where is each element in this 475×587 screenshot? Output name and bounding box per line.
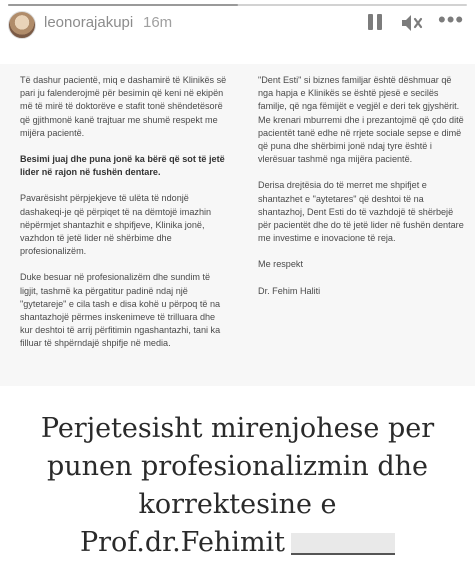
letter-closing: Me respekt: [258, 259, 303, 270]
letter-paragraph: Besimi juaj dhe puna jonë ka bërë që sot të jetë lider në rajon në fushën dentare.: [20, 154, 225, 178]
story-caption: [0, 410, 475, 562]
letter-paragraph: Të dashur pacientë, miq e dashamirë të Klinikës së pari ju falenderojmë për besimin që keni në ekipën më të mirë të doktorëve e stafit tonë shëndetësorë që gjithmonë kanë trajtuar me shumë respekt me mijëra pacientë.: [20, 75, 227, 138]
avatar[interactable]: [8, 11, 36, 39]
letter-paragraph: Duke besuar në profesionalizëm dhe sundim të ligjit, tashmë ka përgatitur padinë ndaj një "gytetareje" e cila tash e disa kohë u përpoq të na shantazhojë përmes inskenimeve të trilluara dhe kur deshtoi të arrij përfitimin ngashantazhi, tani ka filluar të shpërndajë shpifje në media.: [20, 272, 221, 349]
username[interactable]: leonorajakupi: [44, 14, 134, 31]
caption-text: Prof.dr.Fehimit: [79, 527, 286, 558]
letter-paragraph: "Dent Esti" si biznes familjar është dëshmuar që nga hapja e Klinikës se është pjesë e secilës familje, që nga fëmijët e vegjël e deri tek gjyshërit. Me krenari mburremi dhe i prezantojmë që çdo ditë pacientët tanë edhe në rrjete sociale sepse e dimë që puna dhe shërbimi jonë ndaj tyre është i vlerësuar tashmë nga mijëra pacientë.: [258, 75, 464, 165]
letter-image: [0, 64, 475, 386]
letter-left-column: [20, 74, 230, 364]
speaker-muted-icon[interactable]: [400, 12, 424, 34]
letter-paragraph: Pavarësisht përpjekjeve të ulëta të ndonjë dashakeqi-je që përpiqet të na dëmtojë imazhin nëpërmjet shantazhit e shpifjeve, Klinika jonë, vazhdon të jetë lider në shërbime dhe profesionalizëm.: [20, 193, 212, 257]
letter-right-column: [258, 74, 468, 311]
letter-signature: Dr. Fehim Haliti: [258, 285, 321, 296]
more-horizontal-icon[interactable]: •••: [438, 7, 465, 32]
caption-line: korrektesine e: [138, 489, 337, 520]
caption-line-last: [0, 524, 475, 562]
redacted-name: [291, 533, 395, 555]
letter-paragraph: Derisa drejtësia do të merret me shpifjet e shantazhet e "aytetares" që deshtoi të na shantazhoj, Dent Esti do të vazhdojë të shërbejë për pacientët dhe do të jetë lider në fushën dentare me investime e inovacione të reja.: [258, 180, 464, 244]
caption-line: Perjetesisht mirenjohese per: [40, 413, 435, 444]
post-time: 16m: [143, 14, 173, 31]
caption-line: punen profesionalizmin dhe: [46, 451, 429, 482]
story-header: [0, 0, 475, 44]
pause-icon[interactable]: [366, 12, 384, 32]
